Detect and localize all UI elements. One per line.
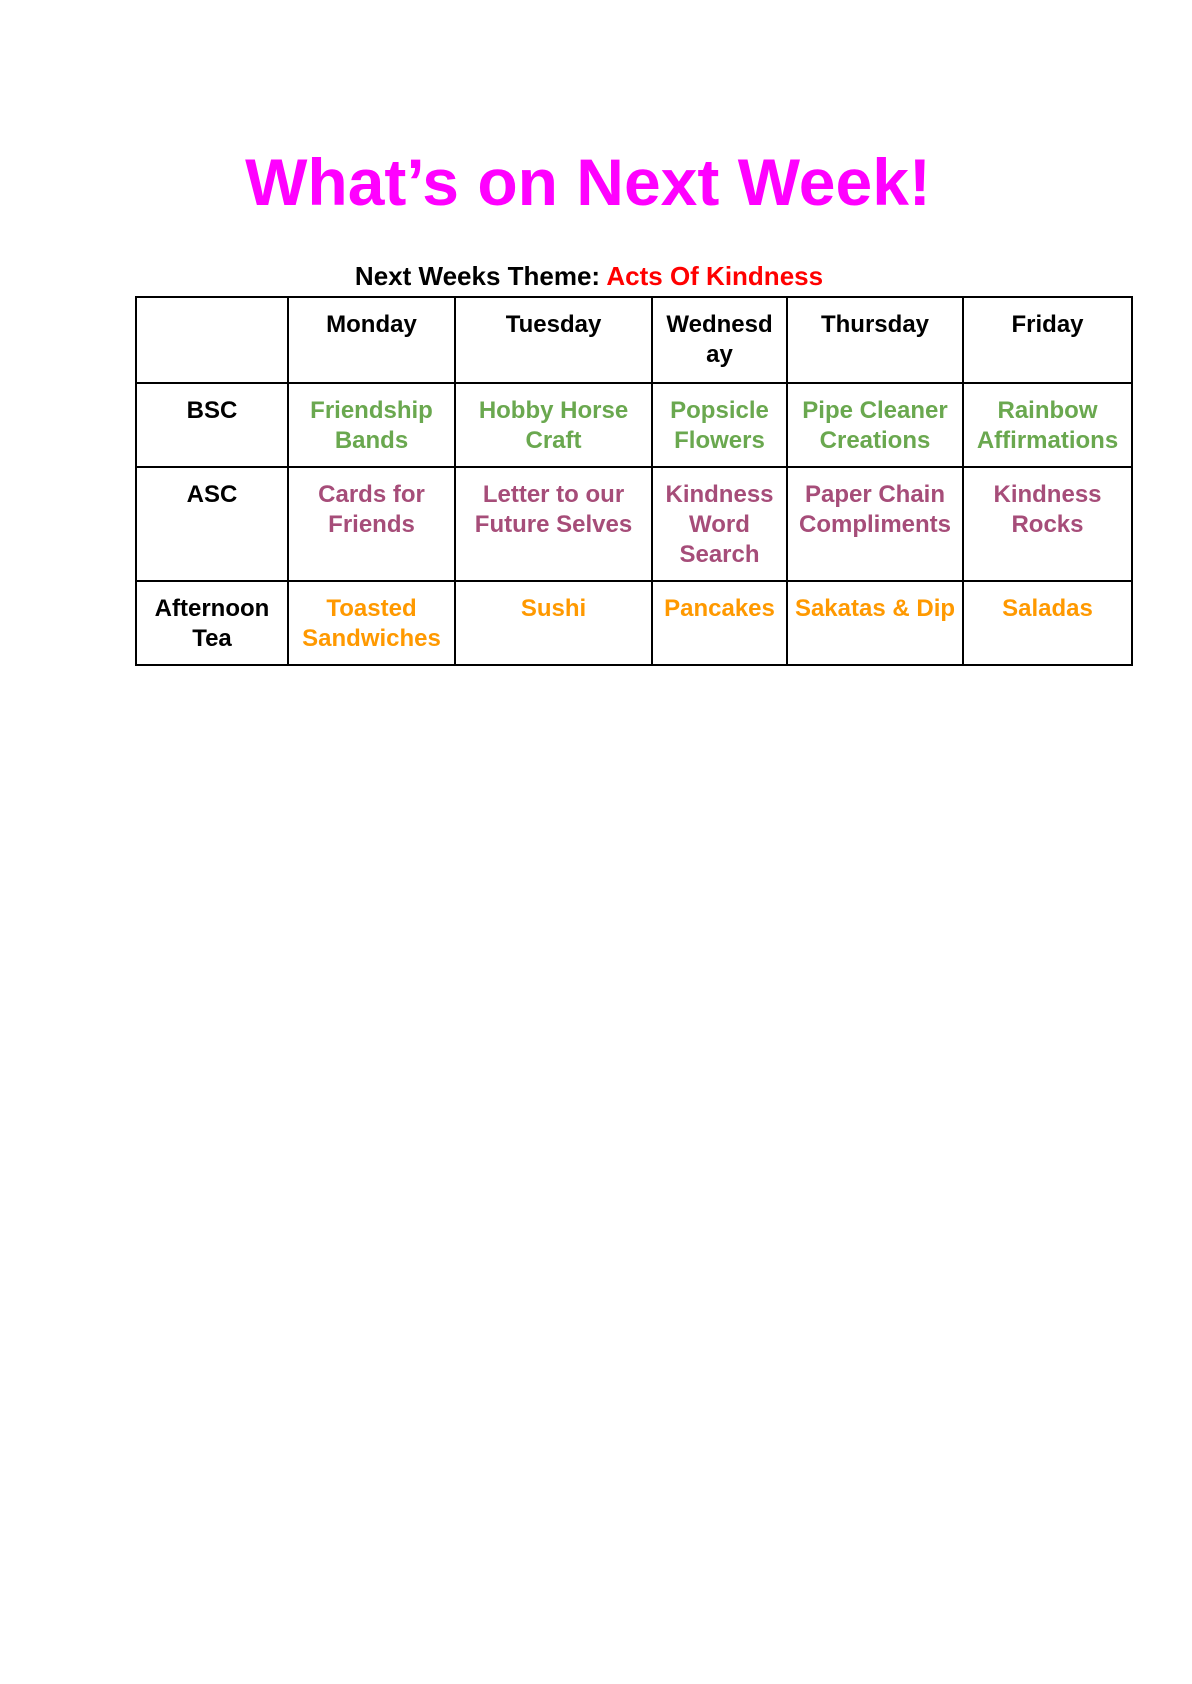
- bsc-friday: Rainbow Affirmations: [963, 383, 1132, 467]
- tea-monday: Toasted Sandwiches: [288, 581, 455, 665]
- asc-friday: Kindness Rocks: [963, 467, 1132, 581]
- tea-tuesday: Sushi: [455, 581, 652, 665]
- day-header-thursday: Thursday: [787, 297, 963, 383]
- asc-tuesday: Letter to our Future Selves: [455, 467, 652, 581]
- table-row-bsc: [136, 383, 1132, 467]
- bsc-monday: Friendship Bands: [288, 383, 455, 467]
- table-header-row: [136, 297, 1132, 383]
- page-title: What’s on Next Week!: [245, 145, 931, 219]
- day-header-monday: Monday: [288, 297, 455, 383]
- asc-wednesday: Kindness Word Search: [652, 467, 787, 581]
- row-label-asc: ASC: [136, 467, 288, 581]
- theme-value: Acts Of Kindness: [606, 261, 824, 291]
- asc-monday: Cards for Friends: [288, 467, 455, 581]
- tea-thursday: Sakatas & Dip: [787, 581, 963, 665]
- bsc-tuesday: Hobby Horse Craft: [455, 383, 652, 467]
- row-label-bsc: BSC: [136, 383, 288, 467]
- tea-friday: Saladas: [963, 581, 1132, 665]
- day-header-tuesday: Tuesday: [455, 297, 652, 383]
- tea-wednesday: Pancakes: [652, 581, 787, 665]
- table-row-asc: [136, 467, 1132, 581]
- corner-cell: [136, 297, 288, 383]
- day-header-friday: Friday: [963, 297, 1132, 383]
- day-header-wednesday: Wednesd ay: [652, 297, 787, 383]
- theme-label: Next Weeks Theme:: [354, 261, 601, 291]
- row-label-afternoon-tea: Afternoon Tea: [136, 581, 288, 665]
- schedule-table: [135, 296, 1133, 666]
- theme-line: [0, 260, 1192, 292]
- asc-thursday: Paper Chain Compliments: [787, 467, 963, 581]
- bsc-thursday: Pipe Cleaner Creations: [787, 383, 963, 467]
- bsc-wednesday: Popsicle Flowers: [652, 383, 787, 467]
- table-row-afternoon-tea: [136, 581, 1132, 665]
